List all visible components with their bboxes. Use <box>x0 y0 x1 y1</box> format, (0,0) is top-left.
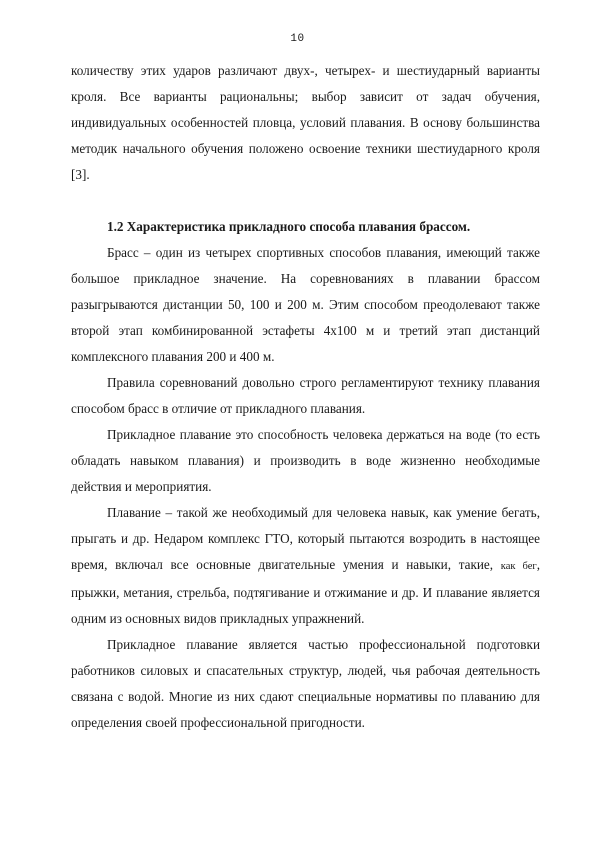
paragraph-breaststroke-intro: Брасс – один из четырех спортивных способов плавания, имеющий также большое прикладное значение. На соревнованиях в плавании брассом разыгрываются дистанции 50, 100 и 200 м. Этим способом преодолевают также второй этап комбинированной эстафеты 4х100 м и третий этап дистанций комплексного плавания 200 и 400 м. <box>71 245 540 364</box>
paragraph-gto <box>71 500 540 632</box>
section-heading: 1.2 Характеристика прикладного способа плавания брассом. <box>107 219 471 234</box>
paragraph-applied-swimming-definition: Прикладное плавание это способность человека держаться на воде (то есть обладать навыком плавания) и производить в воде жизненно необходимые действия и мероприятия. <box>71 427 540 494</box>
paragraph-professional-training: Прикладное плавание является частью профессиональной подготовки работников силовых и спасательных структур, людей, чья рабочая деятельность связана с водой. Многие из них сдают специальные нормативы по плаванию для определения своей профессиональной пригодности. <box>71 637 540 730</box>
paragraph-gto-part-1: Плавание – такой же необходимый для человека навык, как умение бегать, прыгать и др. Недаром комплекс ГТО, который пытаются возродить в настоящее время, включал все основные двигательные умения и навыки, такие, <box>71 505 540 572</box>
paragraph-gto-part-2: , прыжки, метания, стрельба, подтягивание и отжимание и др. И плавание является одним из основных видов прикладных упражнений. <box>71 557 540 626</box>
page-number: 10 <box>290 33 305 45</box>
paragraph-competition-rules: Правила соревнований довольно строго регламентируют технику плавания способом брасс в отличие от прикладного плавания. <box>71 375 540 416</box>
paragraph-continuation: количеству этих ударов различают двух-, четырех- и шестиударный варианты кроля. Все варианты рациональны; выбор зависит от задач обучения, индивидуальных особенностей пловца, условий плавания. В основу большинства методик начального обучения положено освоение техники шестиударного кроля [3]. <box>71 63 540 182</box>
paragraph-spacer <box>71 188 540 214</box>
document-body <box>71 58 540 736</box>
paragraph-gto-small-text: как бег <box>500 561 537 572</box>
